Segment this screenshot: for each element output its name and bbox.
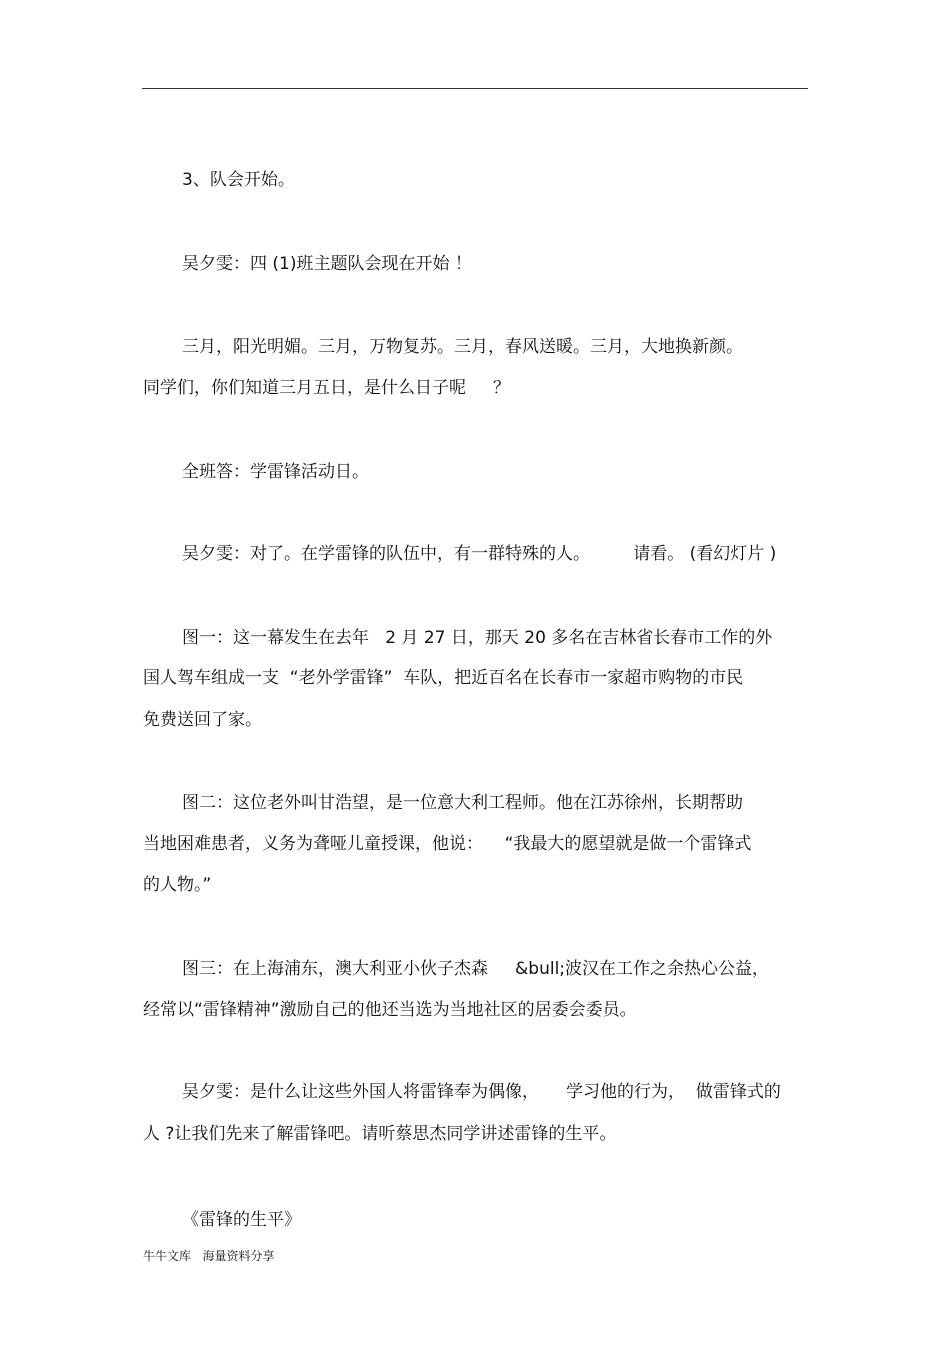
paragraph-line: 全班答：学雷锋活动日。	[182, 462, 369, 482]
paragraph-line: 图三：在上海浦东，澳大利亚小伙子杰森 &bull;波汉在工作之余热心公益，	[182, 959, 770, 979]
paragraph-line: 同学们，你们知道三月五日，是什么日子呢 ？	[143, 378, 511, 398]
paragraph-line: 图二：这位老外叫甘浩望，是一位意大利工程师。他在江苏徐州，长期帮助	[182, 793, 743, 813]
paragraph-line: 国人驾车组成一支 “老外学雷锋” 车队，把近百名在长春市一家超市购物的市民	[143, 668, 744, 688]
paragraph-line: 吴夕雯：对了。在学雷锋的队伍中，有一群特殊的人。 请看。 (看幻灯片 )	[182, 544, 777, 564]
header-rule	[142, 88, 808, 89]
paragraph-line: 吴夕雯：是什么让这些外国人将雷锋奉为偶像， 学习他的行为， 做雷锋式的	[182, 1082, 781, 1102]
section-heading: 3、队会开始。	[182, 170, 295, 190]
paragraph-line: 图一：这一幕发生在去年 2 月 27 日，那天 20 多名在吉林省长春市工作的外	[182, 628, 773, 648]
subsection-title: 《雷锋的生平》	[182, 1210, 301, 1230]
paragraph-line: 的人物。”	[143, 875, 212, 895]
paragraph-line: 经常以“雷锋精神”激励自己的他还当选为当地社区的居委会委员。	[143, 1000, 637, 1020]
paragraph-line: 免费送回了家。	[143, 710, 262, 730]
page-footer: 牛牛文库 海量资料分享	[143, 1249, 275, 1263]
paragraph-line: 吴夕雯：四 (1)班主题队会现在开始 ！	[182, 254, 472, 274]
paragraph-line: 当地困难患者，义务为聋哑儿童授课，他说： “我最大的愿望就是做一个雷锋式	[143, 834, 752, 854]
paragraph-line: 三月，阳光明媚。三月，万物复苏。三月，春风送暖。三月，大地换新颜。	[182, 337, 743, 357]
paragraph-line: 人 ?让我们先来了解雷锋吧。请听蔡思杰同学讲述雷锋的生平。	[143, 1124, 617, 1144]
